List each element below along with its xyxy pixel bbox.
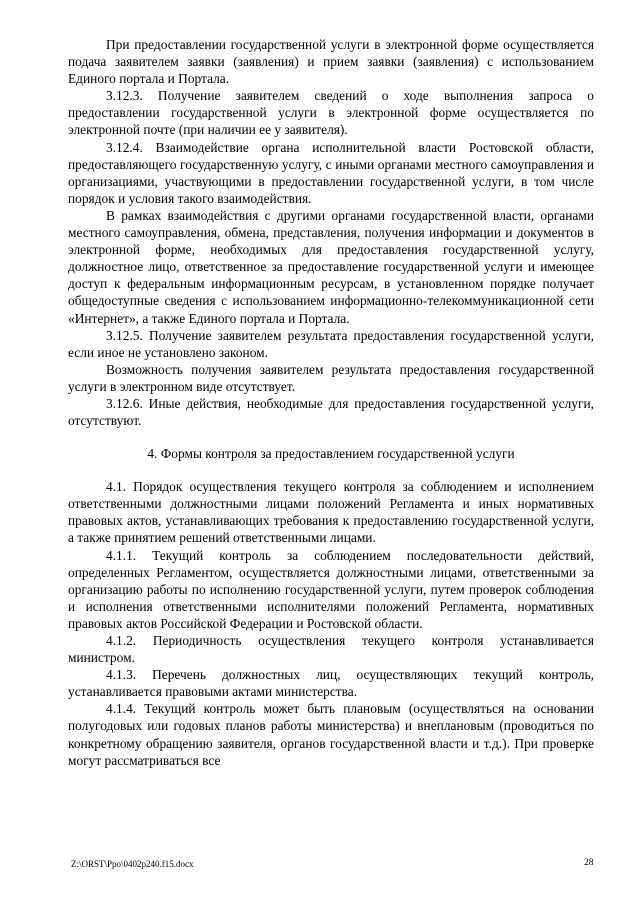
paragraph-electronic-result: Возможность получения заявителем результата предоставления государственной услуги в электронном виде отсутствует. <box>68 361 594 394</box>
paragraph-interaction-framework: В рамках взаимодействия с другими органами государственной власти, органами местного самоуправления, обмена, представления, получения информации и документов в электронной форме, необходимых для предоставления государственной услугу, должностное лицо, ответственное за предоставление государственной услуги и имеющее доступ к федеральным информационным ресурсам, в установленном порядке получает общедоступные сведения с использованием информационно-телекоммуникационной сети «Интернет», а также Единого портала и Портала. <box>68 207 594 326</box>
paragraph-3-12-6: 3.12.6. Иные действия, необходимые для предоставления государственной услуги, отсутствуют. <box>68 395 594 429</box>
paragraph-4-1-4: 4.1.4. Текущий контроль может быть плановым (осуществляться на основании полугодовых или годовых планов работы министерства) и внеплановым (проводиться по конкретному обращению заявителя, органов государственной власти и т.д.). При проверке могут рассматриваться все <box>68 701 594 768</box>
paragraph-4-1: 4.1. Порядок осуществления текущего контроля за соблюдением и исполнением ответственными должностными лицами положений Регламента и иных нормативных правовых актов, устанавливающих требования к предоставлению государственной услуги, а также принятием решений ответственными лицами. <box>68 479 594 546</box>
paragraph-3-12-5: 3.12.5. Получение заявителем результата предоставления государственной услуги, если иное не установлено законом. <box>68 327 594 360</box>
paragraph-4-1-3: 4.1.3. Перечень должностных лиц, осуществляющих текущий контроль, устанавливается правовыми актами министерства. <box>68 667 594 700</box>
paragraph-electronic-submission: При предоставлении государственной услуги в электронной форме осуществляется подача заявителем заявки (заявления) и прием заявки (заявления) с использованием Единого портала и Портала. <box>68 37 594 87</box>
paragraph-4-1-2: 4.1.2. Периодичность осуществления текущего контроля устанавливается министром. <box>68 633 594 666</box>
paragraph-3-12-4: 3.12.4. Взаимодействие органа исполнительной власти Ростовской области, предоставляющего государственную услугу, с иными органами местного самоуправления и организациями, участвующими в предоставлении государственной услуги, в том числе порядок и условия такого взаимодействия. <box>68 139 594 206</box>
document-body <box>68 36 594 769</box>
footer-file-path: Z:\ORST\Ppo\0402p240.f15.docx <box>71 859 194 869</box>
paragraph-4-1-1: 4.1.1. Текущий контроль за соблюдением последовательности действий, определенных Регламентом, осуществляется должностными лицами, ответственными за организацию работы по исполнению государственной услуги, путем проверок соблюдения и исполнения ответственными исполнителями положений Регламента, нормативных правовых актов Российской Федерации и Ростовской области. <box>68 547 594 631</box>
paragraph-3-12-3: 3.12.3. Получение заявителем сведений о ходе выполнения запроса о предоставлении государственной услуги в электронной форме осуществляется по электронной почте (при наличии ее у заявителя). <box>68 88 594 138</box>
page-number: 28 <box>584 858 594 868</box>
section-heading: 4. Формы контроля за предоставлением государственной услуги <box>147 446 515 462</box>
